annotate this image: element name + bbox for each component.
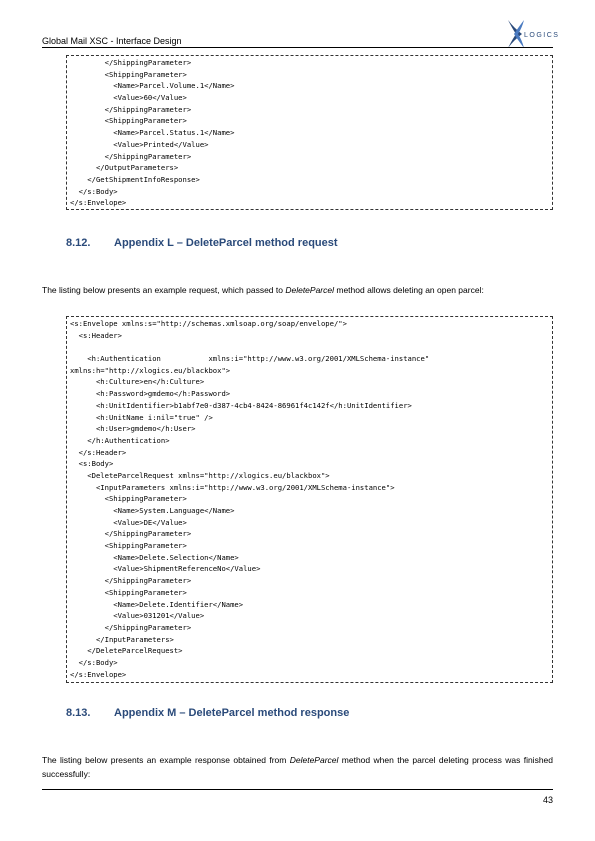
code-line: <h:Culture>en</h:Culture> xyxy=(70,377,205,387)
code-line: <h:User>gmdemo</h:User> xyxy=(70,424,196,434)
code-line: <h:UnitName i:nil="true" /> xyxy=(70,412,213,422)
paragraph-appendix-m xyxy=(42,753,553,781)
code-line: </InputParameters> xyxy=(70,634,174,644)
code-line: </ShippingParameter> xyxy=(70,622,192,632)
code-line: <h:UnitIdentifier>b1abf7e0-d387-4cb4-8424-86961f4c142f</h:UnitIdentifier> xyxy=(70,400,412,410)
code-line: </s:Body> xyxy=(70,186,118,196)
code-line: <s:Envelope xmlns:s="http://schemas.xmlsoap.org/soap/envelope/"> xyxy=(70,319,347,328)
code-listing-delete-parcel-request xyxy=(66,316,553,683)
code-line: <Name>Parcel.Volume.1</Name> xyxy=(70,81,235,91)
paragraph-text: method when the parcel deleting process was finished successfully: xyxy=(42,755,553,779)
paragraph-text: The listing below presents an example request, which passed to xyxy=(42,285,286,295)
paragraph-text: method allows deleting an open parcel: xyxy=(334,285,484,295)
code-line: <Value>ShipmentReferenceNo</Value> xyxy=(70,564,261,574)
code-line: <DeleteParcelRequest xmlns="http://xlogics.eu/blackbox"> xyxy=(70,470,330,480)
code-line: <ShippingParameter> xyxy=(70,494,187,504)
code-line: <Name>Parcel.Status.1</Name> xyxy=(70,128,235,138)
page-number: 43 xyxy=(542,795,553,805)
code-line: </OutputParameters> xyxy=(70,163,179,173)
code-line: </s:Envelope> xyxy=(70,198,127,208)
code-line: <h:Authentication xmlns:i="http://www.w3.org/2001/XMLSchema-instance" xyxy=(70,354,430,364)
code-listing-response-tail xyxy=(66,55,553,210)
header-rule xyxy=(42,47,553,48)
footer-rule xyxy=(42,789,553,790)
code-line: </s:Body> xyxy=(70,657,118,667)
code-line: <ShippingParameter> xyxy=(70,541,187,551)
document-title: Global Mail XSC - Interface Design xyxy=(42,36,182,46)
code-line: <s:Header> xyxy=(70,330,122,340)
xlogics-logo xyxy=(498,18,568,50)
code-line: </ShippingParameter> xyxy=(70,58,192,67)
section-title: Appendix L – DeleteParcel method request xyxy=(114,237,338,249)
code-line: </GetShipmentInfoResponse> xyxy=(70,174,200,184)
paragraph-text: The listing below presents an example response obtained from xyxy=(42,755,290,765)
section-title: Appendix M – DeleteParcel method response xyxy=(114,707,350,719)
code-line: </DeleteParcelRequest> xyxy=(70,646,183,656)
code-line: </ShippingParameter> xyxy=(70,576,192,586)
code-line: </ShippingParameter> xyxy=(70,151,192,161)
logo-text: LOGICS xyxy=(524,32,560,39)
method-name: DeleteParcel xyxy=(289,755,339,765)
xlogics-logo-mark xyxy=(498,18,568,50)
code-line: <InputParameters xmlns:i="http://www.w3.org/2001/XMLSchema-instance"> xyxy=(70,482,395,492)
code-line: xmlns:h="http://xlogics.eu/blackbox"> xyxy=(70,365,231,375)
code-line: <ShippingParameter> xyxy=(70,69,187,79)
code-line: </s:Header> xyxy=(70,447,127,457)
code-line: <Name>Delete.Identifier</Name> xyxy=(70,599,244,609)
code-line: </s:Envelope> xyxy=(70,669,127,679)
section-number: 8.13. xyxy=(66,707,91,719)
code-line: <Value>60</Value> xyxy=(70,93,187,103)
code-line: </ShippingParameter> xyxy=(70,529,192,539)
code-line: <Value>Printed</Value> xyxy=(70,139,209,149)
section-number: 8.12. xyxy=(66,237,91,249)
code-line: <s:Body> xyxy=(70,459,114,469)
code-line: </h:Authentication> xyxy=(70,435,170,445)
code-line: <Value>DE</Value> xyxy=(70,517,187,527)
code-line: <Name>Delete.Selection</Name> xyxy=(70,552,239,562)
code-line: <h:Password>gmdemo</h:Password> xyxy=(70,389,231,399)
method-name: DeleteParcel xyxy=(285,285,335,295)
code-line: </ShippingParameter> xyxy=(70,104,192,114)
code-line: <Name>System.Language</Name> xyxy=(70,506,235,515)
code-line: <ShippingParameter> xyxy=(70,116,187,126)
code-line: <Value>031201</Value> xyxy=(70,611,205,621)
code-line: <ShippingParameter> xyxy=(70,587,187,597)
code-line xyxy=(70,341,549,353)
section-heading-appendix-m xyxy=(66,707,349,719)
section-heading-appendix-l xyxy=(66,237,338,249)
paragraph-appendix-l xyxy=(42,283,553,297)
